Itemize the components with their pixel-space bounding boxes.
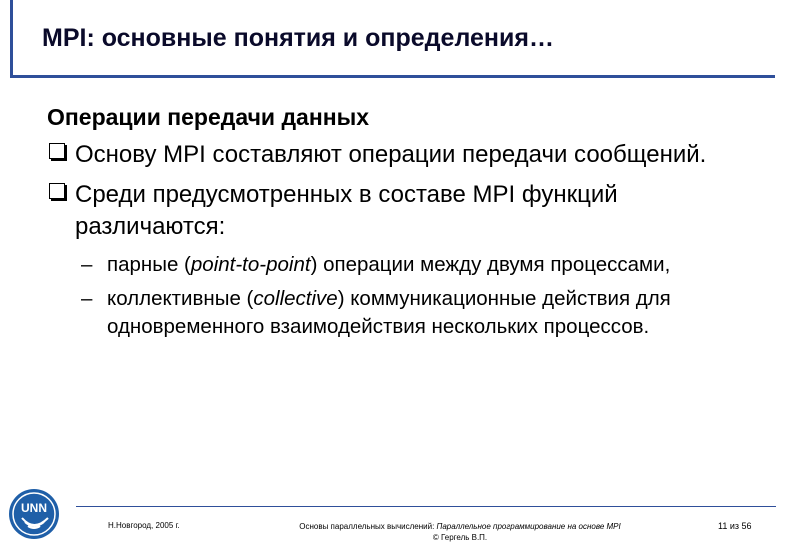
bullet-text: Среди предусмотренных в составе MPI функций различаются: — [75, 181, 618, 240]
sub-term: collective — [253, 287, 338, 310]
bullet-item — [47, 139, 767, 171]
slide-content — [47, 104, 767, 347]
sub-term: point-to-point — [190, 253, 311, 276]
university-logo — [8, 488, 60, 540]
dash-icon: – — [81, 287, 93, 310]
footer-author: © Гергель В.П. — [432, 533, 488, 542]
bullet-item — [47, 179, 767, 243]
sub-text: ) операции между двумя процессами, — [310, 253, 671, 276]
section-heading: Операции передачи данных — [47, 104, 370, 130]
square-bullet-icon — [49, 143, 65, 159]
footer-course-topic: Параллельное программирование на основе MPI — [436, 522, 621, 531]
sub-text: коллективные ( — [107, 287, 254, 310]
svg-text:UNN: UNN — [21, 501, 47, 515]
bullet-text: Основу MPI составляют операции передачи сообщений. — [75, 141, 707, 168]
sub-text: ) коммуникационные действия для одновременного взаимодействия нескольких процессов. — [107, 287, 671, 338]
title-vertical-rule — [10, 0, 13, 77]
dash-icon: – — [81, 253, 93, 276]
footer-course-name: Основы параллельных вычислений: — [299, 522, 437, 531]
sub-item — [47, 251, 767, 279]
square-bullet-icon — [49, 183, 65, 199]
footer-location: Н.Новгород, 2005 г. — [108, 521, 180, 530]
footer-course — [250, 521, 670, 543]
footer-divider — [76, 506, 776, 507]
title-underline — [10, 75, 775, 78]
sub-item — [47, 285, 767, 341]
page-number: 11 из 56 — [718, 521, 752, 531]
slide-title: MPI: основные понятия и определения… — [42, 24, 554, 52]
sub-text: парные ( — [107, 253, 191, 276]
